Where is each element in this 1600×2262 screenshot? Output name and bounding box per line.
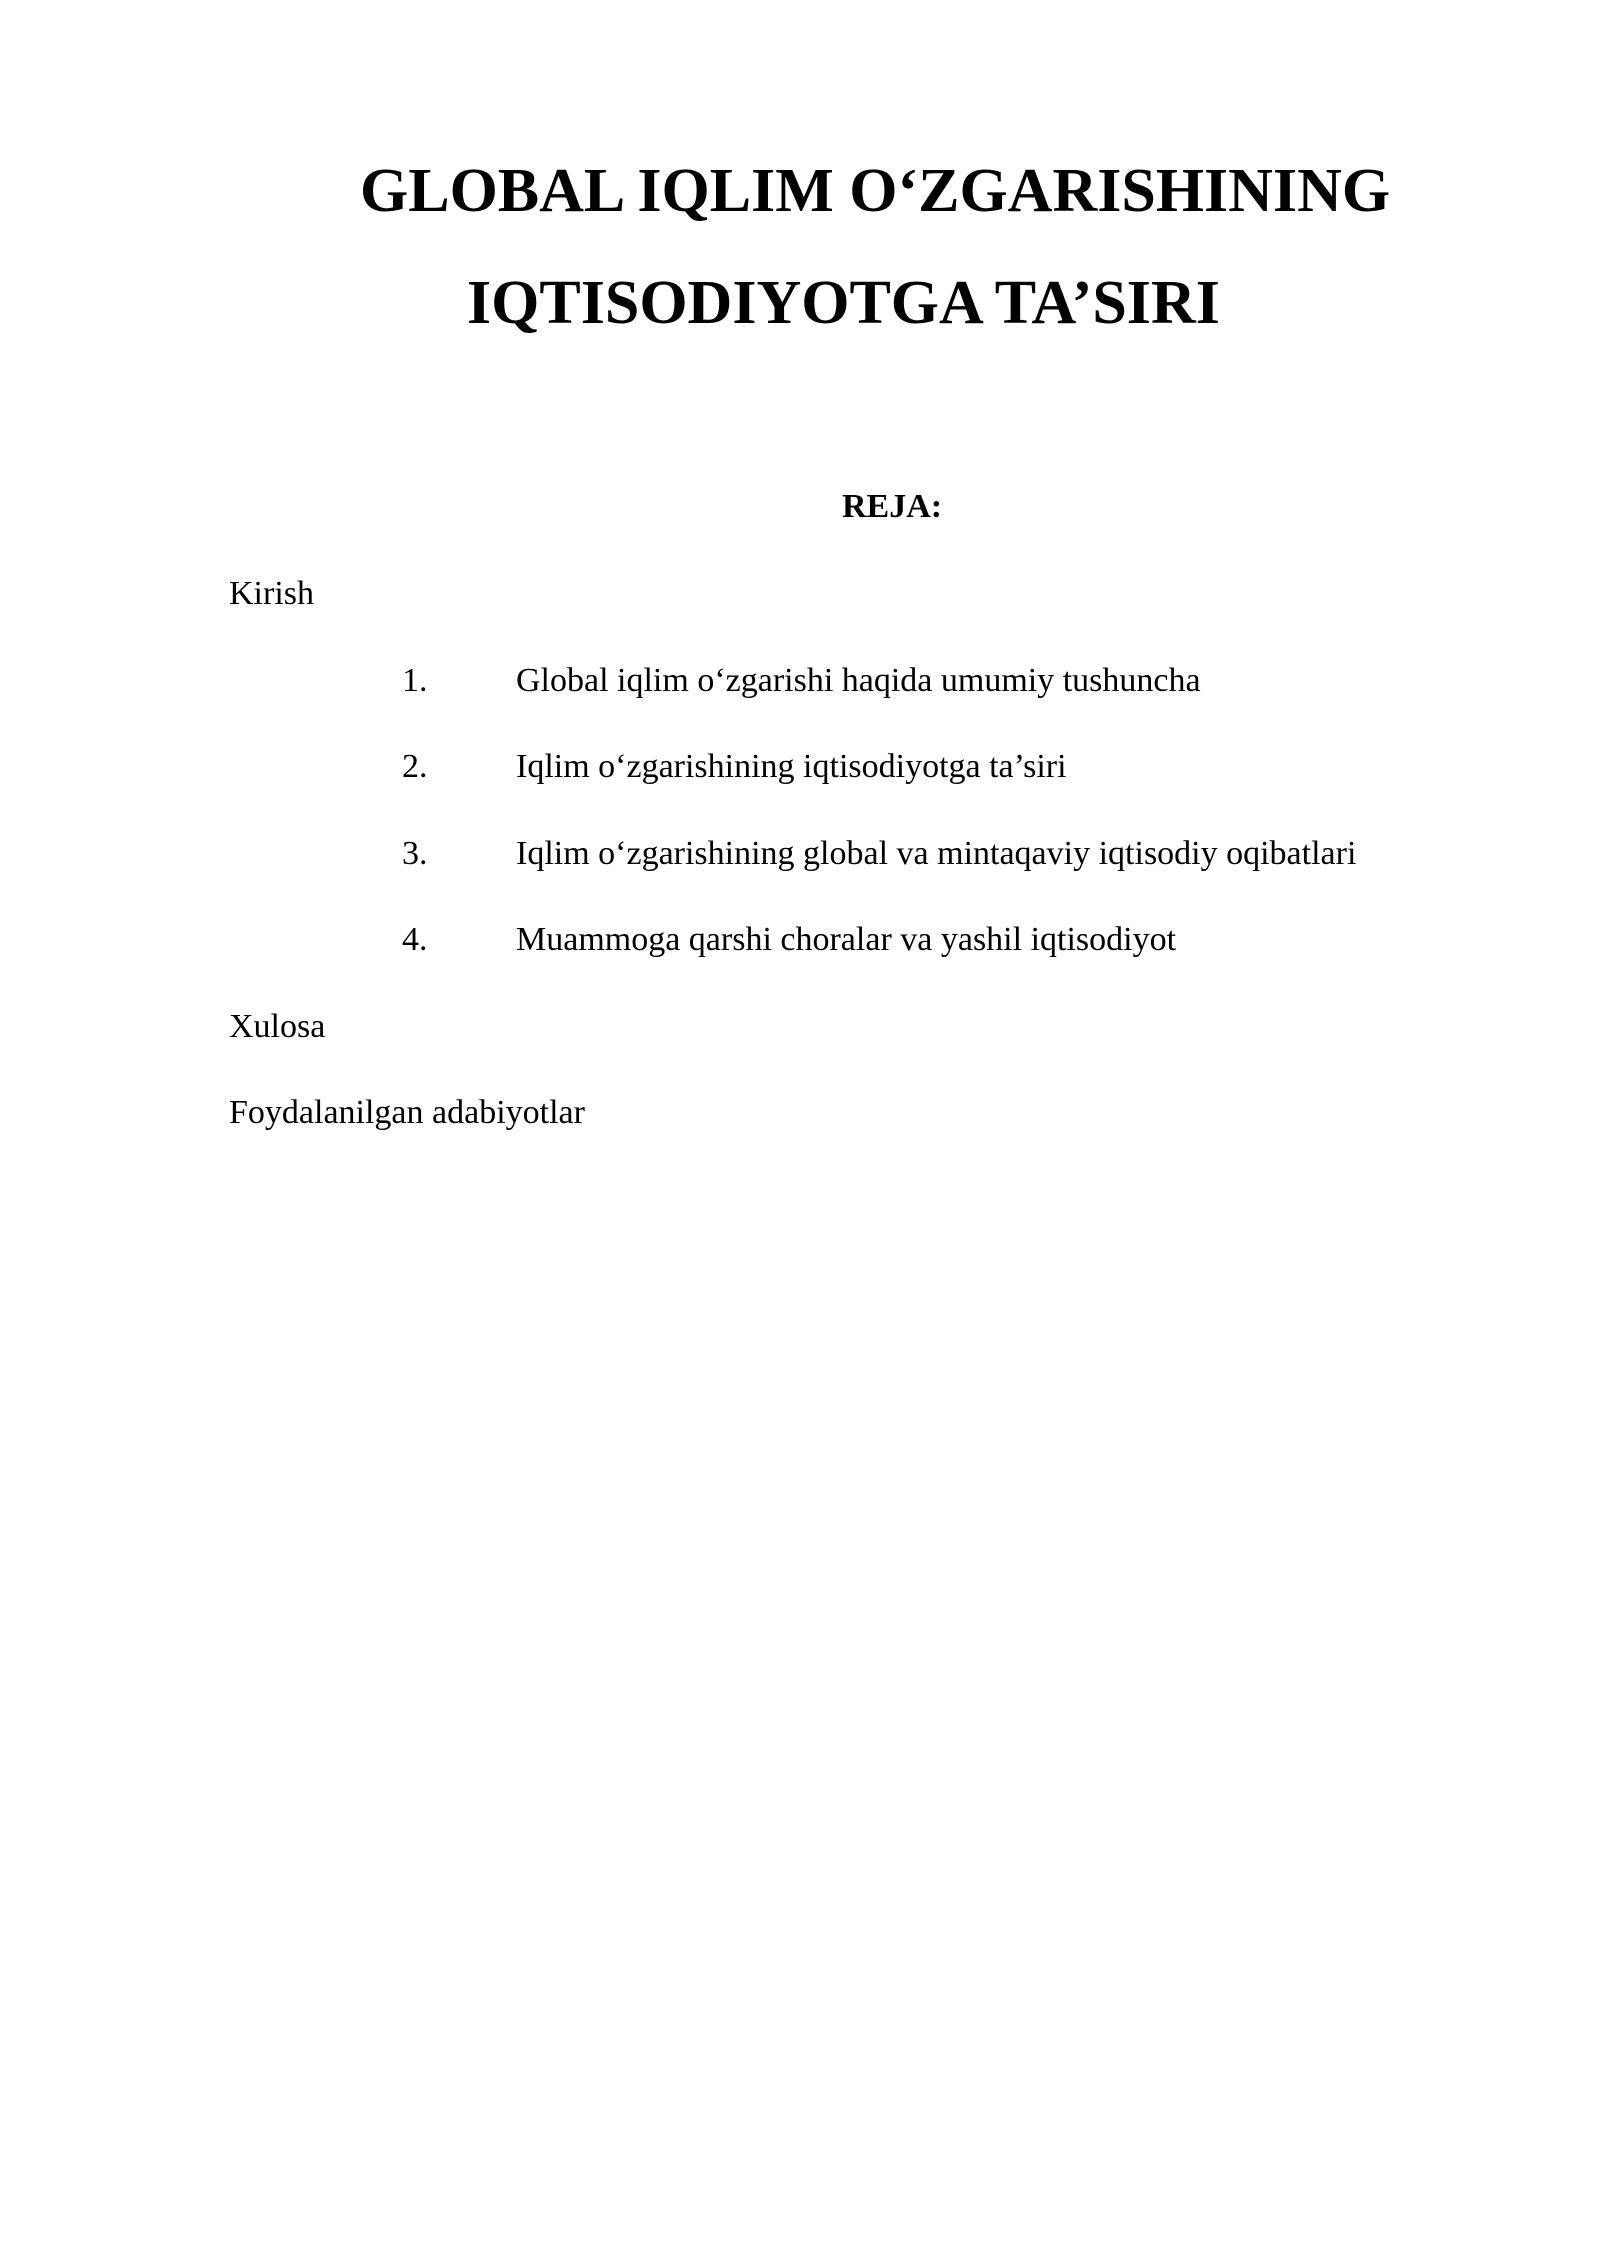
plan-item-text: Muammoga qarshi choralar va yashil iqtisodiyot xyxy=(516,921,1177,958)
title-line-1: GLOBAL IQLIM O‘ZGARISHINING xyxy=(360,157,1391,225)
references-entry: Foydalanilgan adabiyotlar xyxy=(229,1094,585,1131)
intro-entry: Kirish xyxy=(229,575,314,612)
plan-item-number: 3. xyxy=(402,835,428,872)
plan-heading: REJA: xyxy=(842,488,943,525)
conclusion-entry: Xulosa xyxy=(229,1008,326,1045)
plan-item-text: Iqlim o‘zgarishining iqtisodiyotga ta’siri xyxy=(516,748,1067,785)
plan-item-number: 4. xyxy=(402,921,428,958)
plan-item-text: Global iqlim o‘zgarishi haqida umumiy tushuncha xyxy=(516,662,1201,699)
plan-item-text: Iqlim o‘zgarishining global va mintaqaviy iqtisodiy oqibatlari xyxy=(516,835,1357,872)
plan-item-number: 1. xyxy=(402,662,428,699)
plan-item-number: 2. xyxy=(402,748,428,785)
title-line-2: IQTISODIYOTGA TA’SIRI xyxy=(467,269,1220,337)
